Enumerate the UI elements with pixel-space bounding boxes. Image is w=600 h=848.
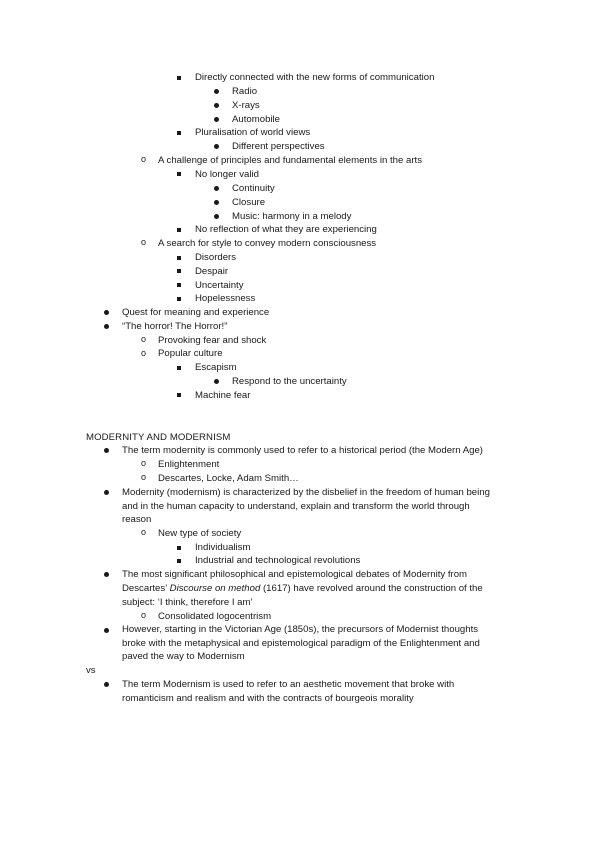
list-item: Provoking fear and shock bbox=[158, 335, 267, 346]
square-bullet-icon bbox=[177, 283, 181, 287]
list-item: Continuity bbox=[232, 183, 275, 194]
bullet-icon bbox=[214, 200, 219, 205]
list-item: Escapism bbox=[195, 362, 237, 373]
list-item: Consolidated logocentrism bbox=[158, 611, 272, 622]
square-bullet-icon bbox=[177, 559, 181, 563]
paragraph-line: and in the human capacity to understand, explain and transform the world through bbox=[122, 501, 470, 512]
circle-bullet-icon: o bbox=[141, 154, 147, 164]
square-bullet-icon bbox=[177, 256, 181, 260]
bullet-icon bbox=[104, 448, 109, 453]
list-item: Machine fear bbox=[195, 390, 251, 401]
list-item: Pluralisation of world views bbox=[195, 127, 311, 138]
paragraph-line bbox=[122, 582, 483, 595]
list-item: Automobile bbox=[232, 114, 280, 125]
square-bullet-icon bbox=[177, 76, 181, 80]
bullet-icon bbox=[104, 628, 109, 633]
list-item: Respond to the uncertainty bbox=[232, 376, 347, 387]
square-bullet-icon bbox=[177, 269, 181, 273]
list-item: Popular culture bbox=[158, 348, 223, 359]
paragraph-line: However, starting in the Victorian Age (1850s), the precursors of Modernist thoughts bbox=[122, 624, 479, 635]
square-bullet-icon bbox=[177, 546, 181, 550]
paragraph-line: romanticism and realism and with the contracts of bourgeois morality bbox=[122, 693, 414, 704]
bullet-icon bbox=[214, 186, 219, 191]
book-title: Discourse on method bbox=[169, 583, 261, 594]
square-bullet-icon bbox=[177, 366, 181, 370]
list-item: Music: harmony in a melody bbox=[232, 211, 352, 222]
section-heading: MODERNITY AND MODERNISM bbox=[86, 432, 231, 443]
list-item: Individualism bbox=[195, 542, 251, 553]
paragraph-line: The term Modernism is used to refer to an aesthetic movement that broke with bbox=[122, 679, 455, 690]
square-bullet-icon bbox=[177, 131, 181, 135]
circle-bullet-icon: o bbox=[141, 334, 147, 344]
paragraph-line: broke with the metaphysical and epistemological paradigm of the Enlightenment and bbox=[122, 638, 480, 649]
paragraph-line: subject: ‘I think, therefore I am’ bbox=[122, 597, 253, 608]
circle-bullet-icon: o bbox=[141, 527, 147, 537]
bullet-icon bbox=[104, 572, 109, 577]
bullet-icon bbox=[214, 214, 219, 219]
bullet-icon bbox=[214, 379, 219, 384]
text-span: Descartes’ bbox=[122, 583, 167, 594]
list-item: A challenge of principles and fundamental elements in the arts bbox=[158, 155, 422, 166]
paragraph-line: reason bbox=[122, 514, 152, 525]
square-bullet-icon bbox=[177, 172, 181, 176]
list-item: A search for style to convey modern consciousness bbox=[158, 238, 377, 249]
list-item: Directly connected with the new forms of communication bbox=[195, 72, 435, 83]
list-item: New type of society bbox=[158, 528, 242, 539]
vs-label: vs bbox=[86, 665, 96, 676]
list-item: Hopelessness bbox=[195, 293, 256, 304]
list-item: Different perspectives bbox=[232, 141, 325, 152]
circle-bullet-icon: o bbox=[141, 348, 147, 358]
bullet-icon bbox=[214, 103, 219, 108]
bullet-icon bbox=[104, 682, 109, 687]
bullet-icon bbox=[104, 310, 109, 315]
square-bullet-icon bbox=[177, 297, 181, 301]
list-item: Descartes, Locke, Adam Smith… bbox=[158, 473, 299, 484]
bullet-icon bbox=[214, 117, 219, 122]
list-item: Quest for meaning and experience bbox=[122, 307, 270, 318]
list-item: The term modernity is commonly used to refer to a historical period (the Modern Age) bbox=[122, 445, 483, 456]
paragraph-line: Modernity (modernism) is characterized by the disbelief in the freedom of human being bbox=[122, 487, 490, 498]
list-item: Radio bbox=[232, 86, 258, 97]
paragraph-line: paved the way to Modernism bbox=[122, 651, 245, 662]
list-item: Enlightenment bbox=[158, 459, 220, 470]
list-item: Industrial and technological revolutions bbox=[195, 555, 361, 566]
circle-bullet-icon: o bbox=[141, 610, 147, 620]
list-item: Uncertainty bbox=[195, 280, 244, 291]
list-item: Closure bbox=[232, 197, 266, 208]
list-item: No reflection of what they are experiencing bbox=[195, 224, 377, 235]
text-span: (1617) have revolved around the construction of the bbox=[262, 583, 483, 594]
paragraph-line: The most significant philosophical and epistemological debates of Modernity from bbox=[122, 569, 468, 580]
list-item: “The horror! The Horror!” bbox=[122, 321, 228, 332]
circle-bullet-icon: o bbox=[141, 237, 147, 247]
bullet-icon bbox=[214, 144, 219, 149]
list-item: X-rays bbox=[232, 100, 260, 111]
square-bullet-icon bbox=[177, 393, 181, 397]
bullet-icon bbox=[104, 324, 109, 329]
bullet-icon bbox=[104, 490, 109, 495]
square-bullet-icon bbox=[177, 228, 181, 232]
circle-bullet-icon: o bbox=[141, 472, 147, 482]
bullet-icon bbox=[214, 89, 219, 94]
circle-bullet-icon: o bbox=[141, 458, 147, 468]
list-item: No longer valid bbox=[195, 169, 259, 180]
list-item: Disorders bbox=[195, 252, 237, 263]
list-item: Despair bbox=[195, 266, 229, 277]
